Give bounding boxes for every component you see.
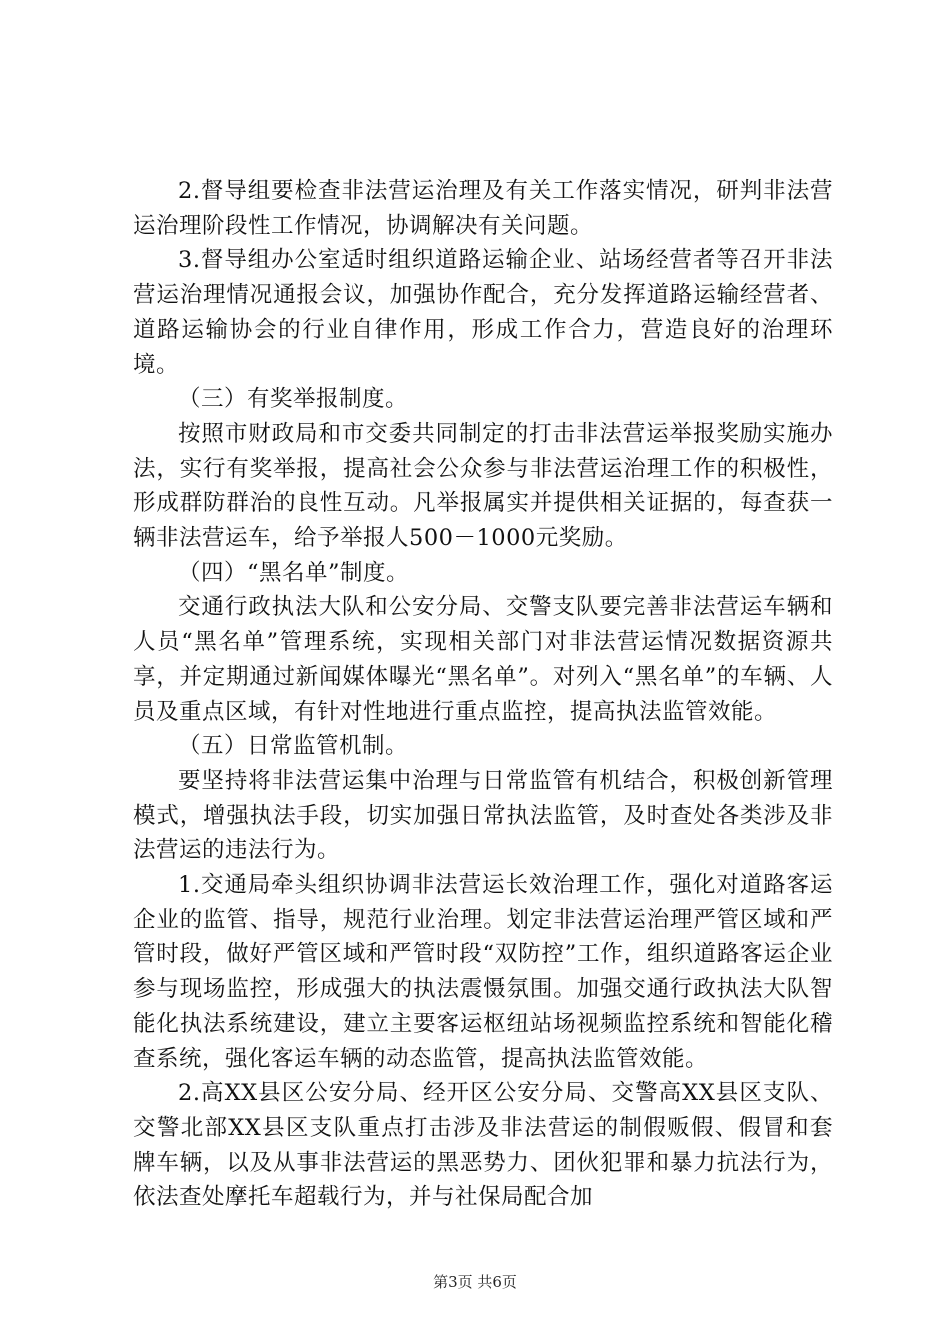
page-footer: 第3页 共6页 [433,1273,517,1291]
paragraph-item-2-public-security: 2.高XX县区公安分局、经开区公安分局、交警高XX县区支队、交警北部XX县区支队重点打击涉及非法营运的制假贩假、假冒和套牌车辆，以及从事非法营运的黑恶势力、团伙犯罪和暴力抗法行为，依法查处摩托车超载行为，并与社保局配合加 [133,1080,833,1211]
paragraph-daily-supervision: 要坚持将非法营运集中治理与日常监管有机结合，积极创新管理模式，增强执法手段，切实加强日常执法监管，及时查处各类涉及非法营运的违法行为。 [133,767,833,864]
section-heading-blacklist: （四）“黑名单”制度。 [178,559,410,586]
section-heading-daily-supervision: （五）日常监管机制。 [178,733,409,760]
paragraph-blacklist: 交通行政执法大队和公安分局、交警支队要完善非法营运车辆和人员“黑名单”管理系统，实现相关部门对非法营运情况数据资源共享，并定期通过新闻媒体曝光“黑名单”。对列入“黑名单”的车辆、人员及重点区域，有针对性地进行重点监控，提高执法监管效能。 [133,594,833,725]
section-heading-reward-reporting: （三）有奖举报制度。 [178,386,409,413]
paragraph-reward-reporting: 按照市财政局和市交委共同制定的打击非法营运举报奖励实施办法，实行有奖举报，提高社会公众参与非法营运治理工作的积极性，形成群防群治的良性互动。凡举报属实并提供相关证据的，每查获一辆非法营运车，给予举报人500－1000元奖励。 [133,420,833,552]
paragraph-item-1-transport-bureau: 1.交通局牵头组织协调非法营运长效治理工作，强化对道路客运企业的监管、指导，规范行业治理。划定非法营运治理严管区域和严管时段，做好严管区域和严管时段“双防控”工作，组织道路客运企业参与现场监控，形成强大的执法震慑氛围。加强交通行政执法大队智能化执法系统建设，建立主要客运枢纽站场视频监控系统和智能化稽查系统，强化客运车辆的动态监管，提高执法监管效能。 [133,872,833,1072]
paragraph-item-3: 3.督导组办公室适时组织道路运输企业、站场经营者等召开非法营运治理情况通报会议，加强协作配合，充分发挥道路运输经营者、道路运输协会的行业自律作用，形成工作合力，营造良好的治理环境。 [133,247,833,378]
document-body [133,174,833,1215]
paragraph-item-2: 2.督导组要检查非法营运治理及有关工作落实情况，研判非法营运治理阶段性工作情况，协调解决有关问题。 [133,178,833,239]
